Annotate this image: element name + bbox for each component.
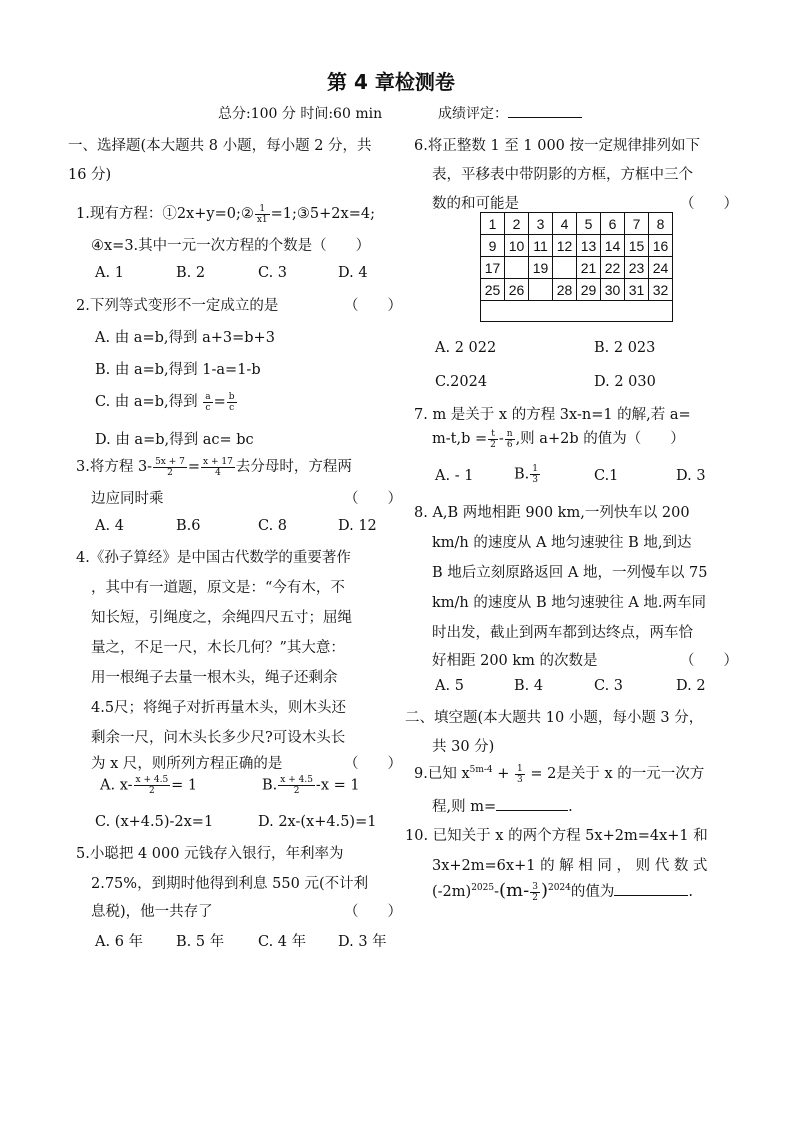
- q5-option-a[interactable]: A. 6 年: [95, 934, 144, 950]
- q7-option-c[interactable]: C.1: [594, 468, 619, 484]
- q3-option-a[interactable]: A. 4: [95, 518, 124, 534]
- q4-a-post: = 1: [171, 777, 198, 794]
- page-title: 第 4 章检测卷: [327, 70, 455, 94]
- q10-answer-blank[interactable]: [614, 881, 688, 896]
- q8-line5: 时出发，截止到两车都到达终点，两车恰: [432, 625, 693, 641]
- table-cell: 5: [577, 213, 601, 235]
- table-cell: [505, 257, 529, 279]
- q2-eq: =: [213, 394, 226, 410]
- table-cell: [553, 257, 577, 279]
- q5-line1: 5.小聪把 4 000 元钱存入银行，年利率为: [76, 846, 344, 862]
- q4-b-post: -x = 1: [315, 777, 360, 794]
- q10-paren-close: ): [540, 880, 548, 901]
- q10-line2: 3x+2m=6x+1 的 解 相 同 ， 则 代 数 式: [432, 858, 708, 874]
- q6-option-b[interactable]: B. 2 023: [594, 340, 656, 356]
- table-cell: 14: [601, 235, 625, 257]
- q10-neg2m: (-2m): [432, 884, 472, 900]
- q9-exponent: 5m-4: [469, 765, 493, 776]
- q3-line2: 边应同时乘: [91, 491, 164, 507]
- q6-line1: 6.将正整数 1 至 1 000 按一定规律排列如下: [414, 138, 701, 154]
- q10-line3: [432, 880, 693, 903]
- q4-line6: 4.5尺；将绳子对折再量木头，则木头还: [91, 700, 347, 716]
- q4-b-pre: B.: [262, 777, 278, 794]
- q1-text-a: 1.现有方程：①2x+y=0;②: [76, 206, 254, 222]
- table-cell: 2: [505, 213, 529, 235]
- table-cell: 31: [625, 279, 649, 301]
- q8-line6: 好相距 200 km 的次数是: [432, 653, 598, 669]
- q4-line7: 剩余一尺，问木头长多少尺?可设木头长: [91, 730, 346, 746]
- q2-stem: 2.下列等式变形不一定成立的是: [76, 298, 279, 314]
- table-cell: 25: [481, 279, 505, 301]
- table-row-empty: [481, 301, 673, 322]
- q4-answer-paren[interactable]: （ ）: [344, 756, 402, 772]
- q7-l2a: m-t,b =: [432, 431, 488, 447]
- table-cell: 28: [553, 279, 577, 301]
- q7-l2b: ,则 a+2b 的值为（ ）: [515, 431, 685, 447]
- q3-answer-paren[interactable]: （ ）: [344, 491, 402, 507]
- q2-option-d[interactable]: D. 由 a=b,得到 ac= bc: [95, 432, 254, 448]
- table-cell: 23: [625, 257, 649, 279]
- q8-line2: km/h 的速度从 A 地匀速驶往 B 地,到达: [432, 535, 692, 551]
- q2-option-a[interactable]: A. 由 a=b,得到 a+3=b+3: [95, 330, 275, 346]
- q2-option-c[interactable]: [95, 390, 238, 413]
- grade-blank[interactable]: [508, 103, 582, 118]
- q1-option-b[interactable]: B. 2: [176, 265, 206, 281]
- q7-minus: -: [498, 431, 504, 447]
- q9-line1: [414, 762, 704, 785]
- section1-heading-line2: 16 分): [68, 167, 112, 183]
- q4-line2: ，其中有一道题，原文是：“今有木，不: [91, 580, 345, 596]
- q5-answer-paren[interactable]: （ ）: [344, 904, 402, 920]
- q3-post: 去分母时，方程两: [235, 459, 352, 475]
- q3-pre: 3.将方程 3-: [76, 459, 153, 475]
- q9-answer-blank[interactable]: [496, 796, 568, 811]
- q5-line2: 2.75%，到期时他得到利息 550 元(不计利: [91, 876, 369, 892]
- q4-a-pre: A. x-: [100, 777, 133, 794]
- q6-option-c[interactable]: C.2024: [435, 374, 488, 390]
- q7-option-a[interactable]: A. - 1: [435, 468, 474, 484]
- q7-frac-n6: $\frac{n}{6}$: [506, 428, 513, 450]
- q8-option-c[interactable]: C. 3: [594, 678, 624, 694]
- section2-heading-line2: 共 30 分): [432, 739, 495, 755]
- q4-line4: 量之，不足一尺，木长几何？”其大意：: [91, 640, 345, 656]
- q1-option-c[interactable]: C. 3: [258, 265, 288, 281]
- q4-line1: 4.《孙子算经》是中国古代数学的重要著作: [76, 550, 351, 566]
- q7-option-b[interactable]: [514, 464, 541, 485]
- q4-a-frac: $\frac{x + 4.5}{2}$: [135, 775, 169, 796]
- table-cell: 11: [529, 235, 553, 257]
- q10-exp1: 2025: [471, 883, 495, 894]
- q5-option-d[interactable]: D. 3 年: [338, 934, 387, 950]
- q3-line1: [76, 455, 352, 478]
- table-cell: 6: [601, 213, 625, 235]
- q3-frac2: $\frac{x + 17}{4}$: [203, 456, 233, 478]
- q6-option-d[interactable]: D. 2 030: [594, 374, 656, 390]
- q3-eq: =: [187, 459, 201, 475]
- q4-line5: 用一根绳子去量一根木头，绳子还剩余: [91, 670, 338, 686]
- q9-l2: 程,则 m=: [432, 799, 497, 815]
- table-cell: 19: [529, 257, 553, 279]
- table-cell: 30: [601, 279, 625, 301]
- q10-paren-open: (m-: [499, 880, 530, 901]
- q7-line1: 7. m 是关于 x 的方程 3x-n=1 的解,若 a=: [414, 407, 691, 423]
- section2-heading-line1: 二、填空题(本大题共 10 小题，每小题 3 分，: [405, 710, 704, 726]
- table-cell: 29: [577, 279, 601, 301]
- q7-b-label: B.: [514, 466, 530, 483]
- q4-option-c[interactable]: C. (x+4.5)-2x=1: [95, 814, 214, 830]
- table-cell: 7: [625, 213, 649, 235]
- q6-line2: 表，平移表中带阴影的方框，方框中三个: [432, 167, 693, 183]
- q1-fraction: $\frac{1}{x1}$: [256, 203, 268, 225]
- q2-option-c-text: C. 由 a=b,得到: [95, 394, 198, 410]
- table-row: [481, 257, 673, 279]
- q4-line3: 知长短，引绳度之，余绳四尺五寸；屈绳: [91, 610, 352, 626]
- q2-option-b[interactable]: B. 由 a=b,得到 1-a=1-b: [95, 362, 261, 378]
- q5-option-b[interactable]: B. 5 年: [176, 934, 225, 950]
- table-cell-empty: [481, 301, 673, 322]
- q8-line4: km/h 的速度从 B 地匀速驶往 A 地.两车同: [432, 595, 707, 611]
- table-cell: 3: [529, 213, 553, 235]
- q10-line1: 10. 已知关于 x 的两个方程 5x+2m=4x+1 和: [405, 828, 708, 844]
- q2-frac-b-c: $\frac{b}{c}$: [228, 391, 235, 413]
- q10-end: .: [688, 884, 693, 900]
- table-cell: 1: [481, 213, 505, 235]
- q9-post: = 2是关于 x 的一元一次方: [530, 766, 705, 782]
- q3-option-b[interactable]: B.6: [176, 518, 201, 534]
- q1-option-a[interactable]: A. 1: [95, 265, 124, 281]
- score-time-line: 总分:100 分 时间:60 min: [218, 106, 383, 122]
- q8-option-a[interactable]: A. 5: [435, 678, 464, 694]
- q9-pre: 9.已知 x: [414, 766, 470, 782]
- section1-heading-line1: 一、选择题(本大题共 8 小题，每小题 2 分，共: [68, 138, 372, 154]
- q3-option-c[interactable]: C. 8: [258, 518, 288, 534]
- q8-line1: 8. A,B 两地相距 900 km,一列快车以 200: [414, 505, 690, 521]
- q7-frac-t2: $\frac{t}{2}$: [490, 428, 496, 450]
- q6-option-a[interactable]: A. 2 022: [435, 340, 497, 356]
- q3-option-d[interactable]: D. 12: [338, 518, 377, 534]
- table-row: [481, 279, 673, 301]
- q7-line2: [432, 427, 685, 450]
- q1-line2: ④x=3.其中一元一次方程的个数是（ ）: [91, 238, 371, 254]
- q5-line3: 息税)，他一共存了: [91, 904, 213, 920]
- q5-option-c[interactable]: C. 4 年: [258, 934, 307, 950]
- q8-option-d[interactable]: D. 2: [676, 678, 706, 694]
- q1-option-d[interactable]: D. 4: [338, 265, 368, 281]
- q8-answer-paren[interactable]: （ ）: [680, 653, 738, 669]
- q10-value-label: 的值为: [570, 884, 615, 900]
- table-cell: 10: [505, 235, 529, 257]
- table-cell: 26: [505, 279, 529, 301]
- table-cell: 32: [649, 279, 673, 301]
- q6-number-table: [480, 212, 673, 322]
- table-row: [481, 235, 673, 257]
- table-cell: 21: [577, 257, 601, 279]
- table-cell: [529, 279, 553, 301]
- table-cell: 15: [625, 235, 649, 257]
- table-cell: 9: [481, 235, 505, 257]
- table-cell: 16: [649, 235, 673, 257]
- table-cell: 22: [601, 257, 625, 279]
- q9-line2: [432, 795, 573, 816]
- q4-option-d[interactable]: D. 2x-(x+4.5)=1: [258, 814, 377, 830]
- table-cell: 12: [553, 235, 577, 257]
- q2-answer-paren[interactable]: （ ）: [344, 298, 402, 314]
- grade-label: [438, 103, 582, 123]
- table-row: [481, 213, 673, 235]
- q8-line3: B 地后立刻原路返回 A 地，一列慢车以 75: [432, 565, 708, 581]
- q1-text-b: =1;③5+2x=4;: [270, 206, 375, 222]
- q6-line3: 数的和可能是: [432, 196, 519, 212]
- q4-b-frac: $\frac{x + 4.5}{2}$: [280, 775, 313, 796]
- table-cell: 13: [577, 235, 601, 257]
- q10-frac: $\frac{3}{2}$: [532, 881, 538, 903]
- q1-line1: [76, 202, 375, 225]
- table-cell: 8: [649, 213, 673, 235]
- q3-frac1: $\frac{5x + 7}{2}$: [155, 456, 185, 478]
- q8-option-b[interactable]: B. 4: [514, 678, 544, 694]
- q2-frac-a-c: $\frac{a}{c}$: [205, 391, 211, 413]
- q7-b-frac: $\frac{1}{3}$: [532, 464, 538, 485]
- q4-option-a[interactable]: [100, 775, 197, 796]
- grade-label-text: 成绩评定：: [438, 106, 508, 122]
- q9-plus: +: [497, 766, 510, 782]
- table-cell: 4: [553, 213, 577, 235]
- q9-end: .: [568, 799, 573, 815]
- q4-option-b[interactable]: [262, 775, 360, 796]
- q10-exp2: 2024: [547, 883, 571, 894]
- q4-line8: 为 x 尺，则所列方程正确的是: [91, 756, 283, 772]
- q9-frac: $\frac{1}{3}$: [517, 763, 523, 785]
- q10-minus: -: [494, 884, 500, 900]
- table-cell: 17: [481, 257, 505, 279]
- table-cell: 24: [649, 257, 673, 279]
- q7-option-d[interactable]: D. 3: [676, 468, 706, 484]
- q6-answer-paren[interactable]: （ ）: [680, 196, 738, 212]
